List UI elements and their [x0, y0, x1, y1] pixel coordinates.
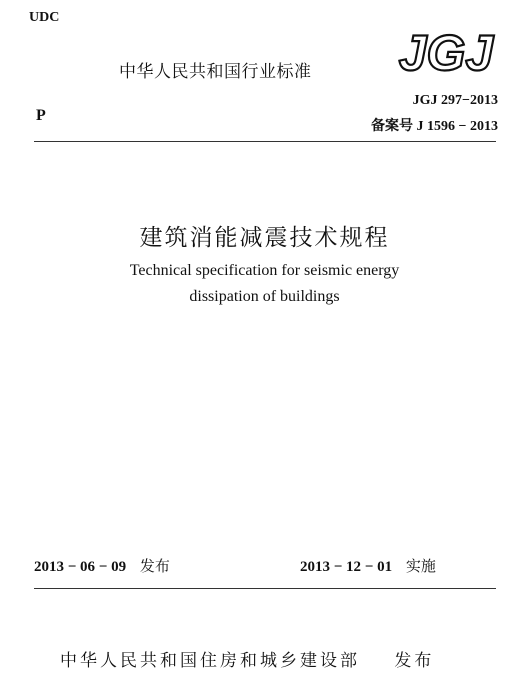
publisher-name: 中华人民共和国住房和城乡建设部: [60, 651, 360, 671]
title-english-line1: Technical specification for seismic energy: [129, 262, 400, 279]
standard-number: JGJ 297−2013: [412, 93, 498, 108]
header-divider: [34, 141, 496, 142]
implement-label: 实施: [405, 557, 436, 575]
implement-date-row: [300, 555, 436, 576]
standard-type: 中华人民共和国行业标准: [119, 62, 312, 82]
title-chinese: 建筑消能减震技术规程: [139, 225, 390, 251]
implement-date: 2013 − 12 − 01: [300, 559, 393, 575]
jgj-logo: [396, 26, 496, 78]
publisher-row: [60, 646, 434, 671]
issue-date: 2013 − 06 − 09: [34, 559, 127, 575]
record-number: 备案号 J 1596 − 2013: [371, 119, 498, 134]
publisher-label: 发布: [394, 651, 435, 671]
issue-date-row: [34, 555, 170, 576]
issue-label: 发布: [139, 557, 170, 575]
logo-lettering: JGJ: [398, 26, 494, 78]
footer-divider: [34, 588, 496, 589]
classification-code: P: [36, 107, 46, 124]
udc-label: UDC: [29, 10, 60, 25]
title-english-line2: dissipation of buildings: [189, 288, 340, 305]
